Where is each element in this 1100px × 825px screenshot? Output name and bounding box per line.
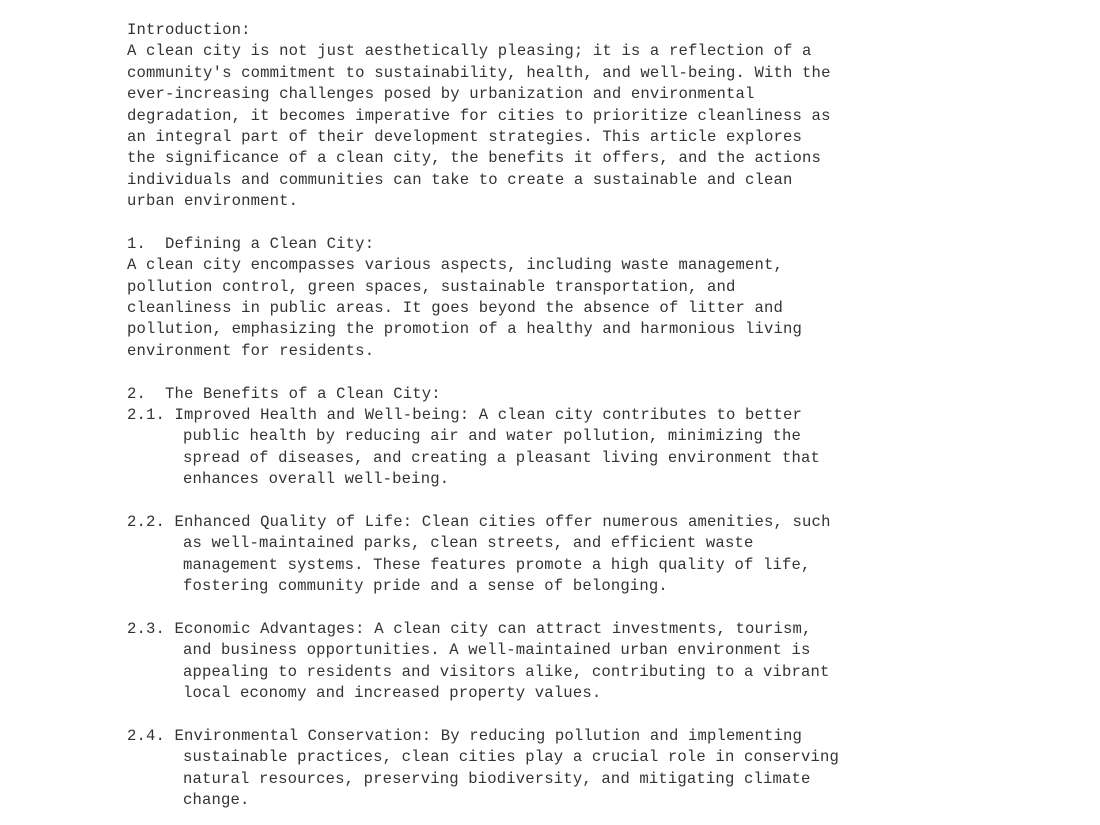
benefit-line: as well-maintained parks, clean streets, and efficient waste [183,534,754,553]
paragraph-gap [127,491,987,512]
intro-line: community's commitment to sustainability, health, and well-being. With the [127,63,831,82]
benefit-line: appealing to residents and visitors alike, contributing to a vibrant [183,662,830,681]
intro-line: an integral part of their development strategies. This article explores [127,127,803,146]
intro-section [127,20,987,213]
document-body [127,20,987,811]
benefit-first-line: 2.4. Environmental Conservation: By reducing pollution and implementing [127,726,803,745]
paragraph-gap [127,213,987,234]
benefit-item-economic [127,619,987,705]
benefit-line: management systems. These features promote a high quality of life, [183,555,811,574]
intro-line: degradation, it becomes imperative for cities to prioritize cleanliness as [127,106,831,125]
benefit-first-line: 2.2. Enhanced Quality of Life: Clean cities offer numerous amenities, such [127,512,831,531]
section1-line: cleanliness in public areas. It goes beyond the absence of litter and [127,299,784,318]
paragraph-gap [127,705,987,726]
benefit-first-line: 2.3. Economic Advantages: A clean city can attract investments, tourism, [127,619,812,638]
intro-line: ever-increasing challenges posed by urbanization and environmental [127,85,755,104]
paragraph-gap [127,362,987,383]
benefit-line: fostering community pride and a sense of belonging. [183,577,668,596]
section2-heading: 2. The Benefits of a Clean City: [127,384,441,403]
benefit-line: sustainable practices, clean cities play a crucial role in conserving [183,748,840,767]
benefit-line: natural resources, preserving biodiversity, and mitigating climate [183,769,811,788]
benefit-line: enhances overall well-being. [183,470,450,489]
benefit-item-quality-of-life [127,512,987,598]
benefit-line: local economy and increased property values. [183,684,602,703]
intro-line: urban environment. [127,192,299,211]
intro-line: individuals and communities can take to create a sustainable and clean [127,170,793,189]
intro-heading: Introduction: [127,21,251,39]
section-benefits [127,384,987,812]
benefit-first-line: 2.1. Improved Health and Well-being: A clean city contributes to better [127,406,803,425]
section1-line: environment for residents. [127,341,375,360]
benefit-line: spread of diseases, and creating a pleasant living environment that [183,448,821,467]
paragraph-gap [127,598,987,619]
intro-line: the significance of a clean city, the benefits it offers, and the actions [127,149,822,168]
section1-line: A clean city encompasses various aspects, including waste management, [127,256,784,275]
section1-line: pollution, emphasizing the promotion of a healthy and harmonious living [127,320,803,339]
section1-line: pollution control, green spaces, sustainable transportation, and [127,277,736,296]
benefit-item-health [127,405,987,491]
section-defining-clean-city [127,234,987,362]
benefit-line: public health by reducing air and water pollution, minimizing the [183,427,802,446]
benefit-line: change. [183,791,250,810]
benefit-line: and business opportunities. A well-maintained urban environment is [183,641,811,660]
benefit-item-environmental [127,726,987,812]
section1-heading: 1. Defining a Clean City: [127,234,375,253]
intro-line: A clean city is not just aesthetically pleasing; it is a reflection of a [127,42,812,61]
